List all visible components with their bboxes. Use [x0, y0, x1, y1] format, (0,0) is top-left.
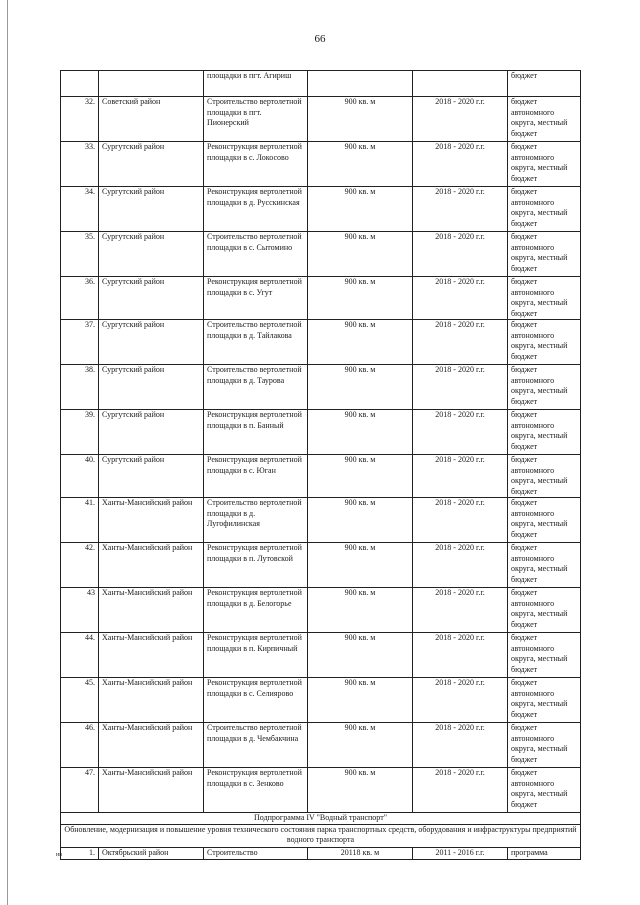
period-cell: 2018 - 2020 г.г.: [413, 633, 508, 678]
capacity-cell: 900 кв. м: [308, 678, 413, 723]
row-number: 33.: [61, 142, 99, 187]
capacity-cell: 900 кв. м: [308, 543, 413, 588]
district-cell: Ханты-Мансийский район: [99, 768, 204, 813]
activity-cell: Строительство: [204, 847, 308, 859]
funding-cell: бюджет автономного округа, местный бюджет: [508, 142, 581, 187]
activity-cell: Строительство вертолетной площадки в пгт. Пионерский: [204, 97, 308, 142]
table-row: [61, 455, 581, 498]
district-cell: Сургутский район: [99, 365, 204, 410]
activity-cell: Реконструкция вертолетной площадки в с. Юган: [204, 455, 308, 498]
district-cell: Сургутский район: [99, 277, 204, 320]
period-cell: 2018 - 2020 г.г.: [413, 678, 508, 723]
period-cell: 2018 - 2020 г.г.: [413, 543, 508, 588]
activity-cell: Строительство вертолетной площадки в д. Тайлакова: [204, 320, 308, 365]
capacity-cell: 900 кв. м: [308, 97, 413, 142]
activity-cell: Строительство вертолетной площадки в д. Лугофилинская: [204, 498, 308, 543]
activity-cell: Строительство вертолетной площадки в с. Сытомино: [204, 232, 308, 277]
funding-cell: бюджет автономного округа, местный бюджет: [508, 543, 581, 588]
district-cell: Ханты-Мансийский район: [99, 588, 204, 633]
table-row: [61, 678, 581, 723]
table-row: [61, 232, 581, 277]
capacity-cell: 900 кв. м: [308, 633, 413, 678]
district-cell: Ханты-Мансийский район: [99, 498, 204, 543]
activity-cell: Строительство вертолетной площадки в д. Таурова: [204, 365, 308, 410]
funding-cell: бюджет автономного округа, местный бюджет: [508, 365, 581, 410]
activity-cell: Реконструкция вертолетной площадки в с. Зенково: [204, 768, 308, 813]
capacity-cell: 900 кв. м: [308, 498, 413, 543]
capacity-cell: 900 кв. м: [308, 232, 413, 277]
table-row: [61, 277, 581, 320]
capacity-cell: 900 кв. м: [308, 277, 413, 320]
period-cell: 2018 - 2020 г.г.: [413, 455, 508, 498]
district-cell: Сургутский район: [99, 320, 204, 365]
row-number: 41.: [61, 498, 99, 543]
period-cell: 2018 - 2020 г.г.: [413, 768, 508, 813]
capacity-cell: 900 кв. м: [308, 142, 413, 187]
funding-cell: бюджет автономного округа, местный бюджет: [508, 410, 581, 455]
district-cell: Ханты-Мансийский район: [99, 633, 204, 678]
subprogram-title: Подпрограмма IV "Водный транспорт": [61, 813, 581, 825]
district-cell: Сургутский район: [99, 187, 204, 232]
row-number: 38.: [61, 365, 99, 410]
activity-cell: Реконструкция вертолетной площадки в с. Селиярово: [204, 678, 308, 723]
activity-cell: Реконструкция вертолетной площадки в с. Угут: [204, 277, 308, 320]
capacity-cell: 900 кв. м: [308, 187, 413, 232]
row-number: 42.: [61, 543, 99, 588]
row-number: 36.: [61, 277, 99, 320]
capacity-cell: 900 кв. м: [308, 320, 413, 365]
period-cell: 2018 - 2020 г.г.: [413, 187, 508, 232]
district-cell: Сургутский район: [99, 232, 204, 277]
funding-cell: бюджет автономного округа, местный бюджет: [508, 588, 581, 633]
funding-cell: бюджет автономного округа, местный бюджет: [508, 455, 581, 498]
table-row: [61, 723, 581, 768]
footer-code: нв: [56, 852, 63, 858]
table-row: [61, 543, 581, 588]
funding-cell: бюджет: [508, 71, 581, 97]
funding-cell: бюджет автономного округа, местный бюджет: [508, 633, 581, 678]
activity-cell: Реконструкция вертолетной площадки в п. Банный: [204, 410, 308, 455]
district-cell: [99, 71, 204, 97]
table-row: [61, 498, 581, 543]
activity-cell: Реконструкция вертолетной площадки в д. Белогорье: [204, 588, 308, 633]
district-cell: Ханты-Мансийский район: [99, 678, 204, 723]
row-number: 44.: [61, 633, 99, 678]
period-cell: 2018 - 2020 г.г.: [413, 410, 508, 455]
period-cell: 2018 - 2020 г.г.: [413, 232, 508, 277]
row-number: 47.: [61, 768, 99, 813]
period-cell: 2011 - 2016 г.г.: [413, 847, 508, 859]
district-cell: Сургутский район: [99, 410, 204, 455]
table-row: [61, 142, 581, 187]
district-cell: Советский район: [99, 97, 204, 142]
row-number: 39.: [61, 410, 99, 455]
row-number: 46.: [61, 723, 99, 768]
period-cell: 2018 - 2020 г.г.: [413, 723, 508, 768]
period-cell: 2018 - 2020 г.г.: [413, 277, 508, 320]
table-row: [61, 71, 581, 97]
row-number: 43: [61, 588, 99, 633]
district-cell: Сургутский район: [99, 142, 204, 187]
table-row: [61, 847, 581, 859]
capacity-cell: 900 кв. м: [308, 365, 413, 410]
activity-cell: Реконструкция вертолетной площадки в д. Русскинская: [204, 187, 308, 232]
activity-cell: Реконструкция вертолетной площадки в с. Локосово: [204, 142, 308, 187]
activity-cell: Строительство вертолетной площадки в д. Чембакчина: [204, 723, 308, 768]
period-cell: 2018 - 2020 г.г.: [413, 588, 508, 633]
period-cell: 2018 - 2020 г.г.: [413, 498, 508, 543]
district-cell: Ханты-Мансийский район: [99, 723, 204, 768]
activity-cell: Реконструкция вертолетной площадки в п. Кирпичный: [204, 633, 308, 678]
row-number: 1.: [61, 847, 99, 859]
scan-edge-line: [7, 0, 8, 905]
funding-cell: программа: [508, 847, 581, 859]
district-cell: Октябрьский район: [99, 847, 204, 859]
row-number: 32.: [61, 97, 99, 142]
table-row: [61, 320, 581, 365]
row-number: [61, 71, 99, 97]
funding-cell: бюджет автономного округа, местный бюджет: [508, 97, 581, 142]
row-number: 34.: [61, 187, 99, 232]
table-row: [61, 588, 581, 633]
capacity-cell: 20118 кв. м: [308, 847, 413, 859]
funding-cell: бюджет автономного округа, местный бюджет: [508, 187, 581, 232]
table-row: [61, 633, 581, 678]
table-row: [61, 768, 581, 813]
page-number: 66: [314, 33, 326, 45]
district-cell: Сургутский район: [99, 455, 204, 498]
capacity-cell: [308, 71, 413, 97]
period-cell: 2018 - 2020 г.г.: [413, 365, 508, 410]
period-cell: 2018 - 2020 г.г.: [413, 97, 508, 142]
funding-cell: бюджет автономного округа, местный бюджет: [508, 678, 581, 723]
funding-cell: бюджет автономного округа, местный бюджет: [508, 277, 581, 320]
activity-cell: площадки в пгт. Агириш: [204, 71, 308, 97]
capacity-cell: 900 кв. м: [308, 768, 413, 813]
funding-cell: бюджет автономного округа, местный бюджет: [508, 320, 581, 365]
objective-row: [61, 824, 581, 847]
capacity-cell: 900 кв. м: [308, 410, 413, 455]
row-number: 45.: [61, 678, 99, 723]
table-row: [61, 365, 581, 410]
subprogram-objective: Обновление, модернизация и повышение уровня технического состояния парка транспортных средств, оборудования и инфраструктуры предприятий водного транспорта: [61, 824, 581, 847]
capacity-cell: 900 кв. м: [308, 723, 413, 768]
activity-cell: Реконструкция вертолетной площадки в п. Лутовской: [204, 543, 308, 588]
funding-cell: бюджет автономного округа, местный бюджет: [508, 768, 581, 813]
capacity-cell: 900 кв. м: [308, 588, 413, 633]
table-row: [61, 410, 581, 455]
funding-cell: бюджет автономного округа, местный бюджет: [508, 232, 581, 277]
funding-cell: бюджет автономного округа, местный бюджет: [508, 498, 581, 543]
subprogram-row: [61, 813, 581, 825]
capacity-cell: 900 кв. м: [308, 455, 413, 498]
district-cell: Ханты-Мансийский район: [99, 543, 204, 588]
funding-cell: бюджет автономного округа, местный бюджет: [508, 723, 581, 768]
projects-table: [60, 70, 581, 860]
row-number: 35.: [61, 232, 99, 277]
table-row: [61, 187, 581, 232]
row-number: 37.: [61, 320, 99, 365]
period-cell: 2018 - 2020 г.г.: [413, 142, 508, 187]
table-row: [61, 97, 581, 142]
row-number: 40.: [61, 455, 99, 498]
period-cell: 2018 - 2020 г.г.: [413, 320, 508, 365]
period-cell: [413, 71, 508, 97]
